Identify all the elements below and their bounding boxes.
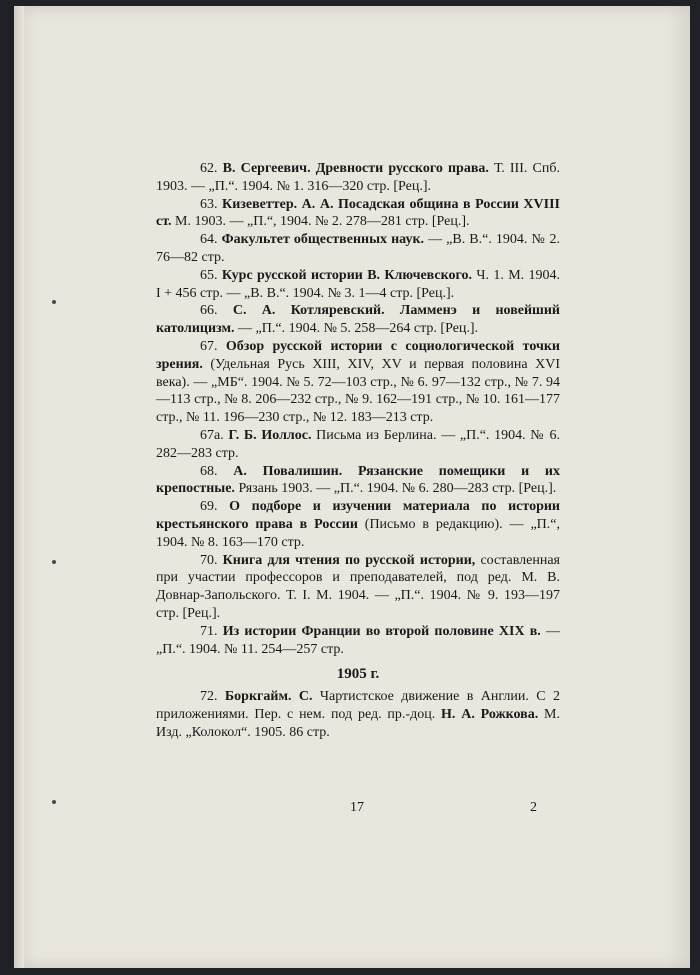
entry-number: 65. — [200, 267, 218, 283]
bibliography-entry — [156, 302, 560, 338]
entry-number: 67а. — [200, 427, 224, 443]
entry-number: 62. — [200, 161, 218, 176]
entry-title: В. Сергеевич. Древности русского права. — [222, 161, 489, 176]
page-number: 17 — [350, 800, 364, 815]
entry-title: Н. А. Рожкова. — [441, 706, 539, 722]
binding-stitch — [52, 300, 56, 304]
entry-title: Боркгайм. С. — [224, 689, 313, 705]
signature-mark: 2 — [530, 800, 537, 815]
bibliography-entry — [156, 338, 560, 427]
entry-title: Кизеветтер. А. А. Посадская община в России XVIII ст. — [156, 196, 560, 230]
entry-details: Письма из Берлина. — „П.“. 1904. № 6. 282—283 стр. — [156, 427, 561, 461]
entry-title: Факультет общественных наук. — [221, 232, 425, 248]
entry-details: (Письмо в редакцию). — „П.“, 1904. № 8. 163—170 стр. — [156, 516, 560, 550]
bibliography-entry — [156, 498, 560, 551]
entries-1904 — [156, 160, 560, 658]
entry-number: 64. — [200, 232, 218, 248]
page-gutter — [14, 6, 24, 968]
bibliography-entry — [156, 160, 560, 196]
bibliography-entry — [156, 688, 560, 741]
entry-title: О подборе и изучении материала по истории крестьянского права в России — [156, 499, 561, 532]
entry-number: 71. — [200, 623, 218, 639]
entry-details: — „П.“. 1904. № 5. 258—264 стр. [Рец.]. — [234, 321, 479, 337]
entry-details: М. Изд. „Колокол“. 1905. 86 стр. — [156, 706, 560, 740]
entry-details: Ч. 1. М. 1904. I + 456 стр. — „В. В.“. 1904. № 3. 1—4 стр. [Рец.]. — [156, 267, 561, 301]
bibliography-entry — [156, 196, 560, 232]
entry-details: Рязань 1903. — „П.“. 1904. № 6. 280—283 стр. [Рец.]. — [234, 481, 557, 497]
entries-1905 — [156, 688, 560, 741]
bibliography-text — [156, 160, 560, 742]
entry-details: — „В. В.“. 1904. № 2. 76—82 стр. — [156, 232, 561, 265]
bibliography-entry — [156, 623, 560, 659]
year-heading: 1905 г. — [336, 666, 380, 683]
entry-details: составленная при участии профессоров и преподавателей, под ред. М. В. Довнар-Запольского. Т. I. М. 1904. — „П.“. 1904. № 9. 193—197 стр. [Рец.]. — [156, 552, 560, 621]
entry-title: А. Повалишин. Рязанские помещики и их крепостные. — [156, 463, 560, 497]
entry-title: Из истории Франции во второй половине XIX в. — [222, 623, 541, 639]
entry-details: — „П.“. 1904. № 11. 254—257 стр. — [156, 623, 561, 657]
entry-title: Книга для чтения по русской истории, — [222, 552, 476, 568]
entry-details: М. 1903. — „П.“, 1904. № 2. 278—281 стр. [Рец.]. — [171, 214, 470, 230]
entry-title: Обзор русской истории с социологической точки зрения. — [156, 338, 560, 372]
bibliography-entry — [156, 427, 560, 463]
binding-stitch — [52, 560, 56, 564]
entry-number: 69. — [200, 499, 218, 515]
entry-title: Курс русской истории В. Ключевского. — [221, 267, 473, 283]
bibliography-entry — [156, 231, 560, 267]
entry-number: 68. — [200, 463, 218, 479]
entry-number: 67. — [200, 338, 218, 354]
binding-stitch — [52, 800, 56, 804]
bibliography-entry — [156, 463, 560, 499]
bibliography-entry — [156, 267, 560, 303]
entry-number: 66. — [200, 303, 218, 319]
entry-title: С. А. Котляревский. Ламменэ и новейший католицизм. — [156, 303, 561, 337]
entry-details: (Удельная Русь XIII, XIV, XV и первая половина XVI века). — „МБ“. 1904. № 5. 72—103 стр., № 6. 97—132 стр., № 7. 94—113 стр., № 8. 206—232 стр., № 9. 162—191 стр., № 10. 161—177 стр., № 11. 196—230 стр., № 12. 183—213 стр. — [156, 356, 560, 426]
entry-number: 72. — [200, 689, 218, 705]
entry-details: Чартистское движение в Англии. С 2 приложениями. Пер. с нем. под ред. пр.-доц. — [156, 689, 561, 722]
entry-number: 63. — [200, 196, 218, 212]
entry-number: 70. — [200, 552, 218, 568]
bibliography-entry — [156, 552, 560, 623]
entry-details: Т. III. Спб. 1903. — „П.“. 1904. № 1. 316—320 стр. [Рец.]. — [156, 161, 560, 194]
entry-title: Г. Б. Иоллос. — [228, 427, 312, 443]
